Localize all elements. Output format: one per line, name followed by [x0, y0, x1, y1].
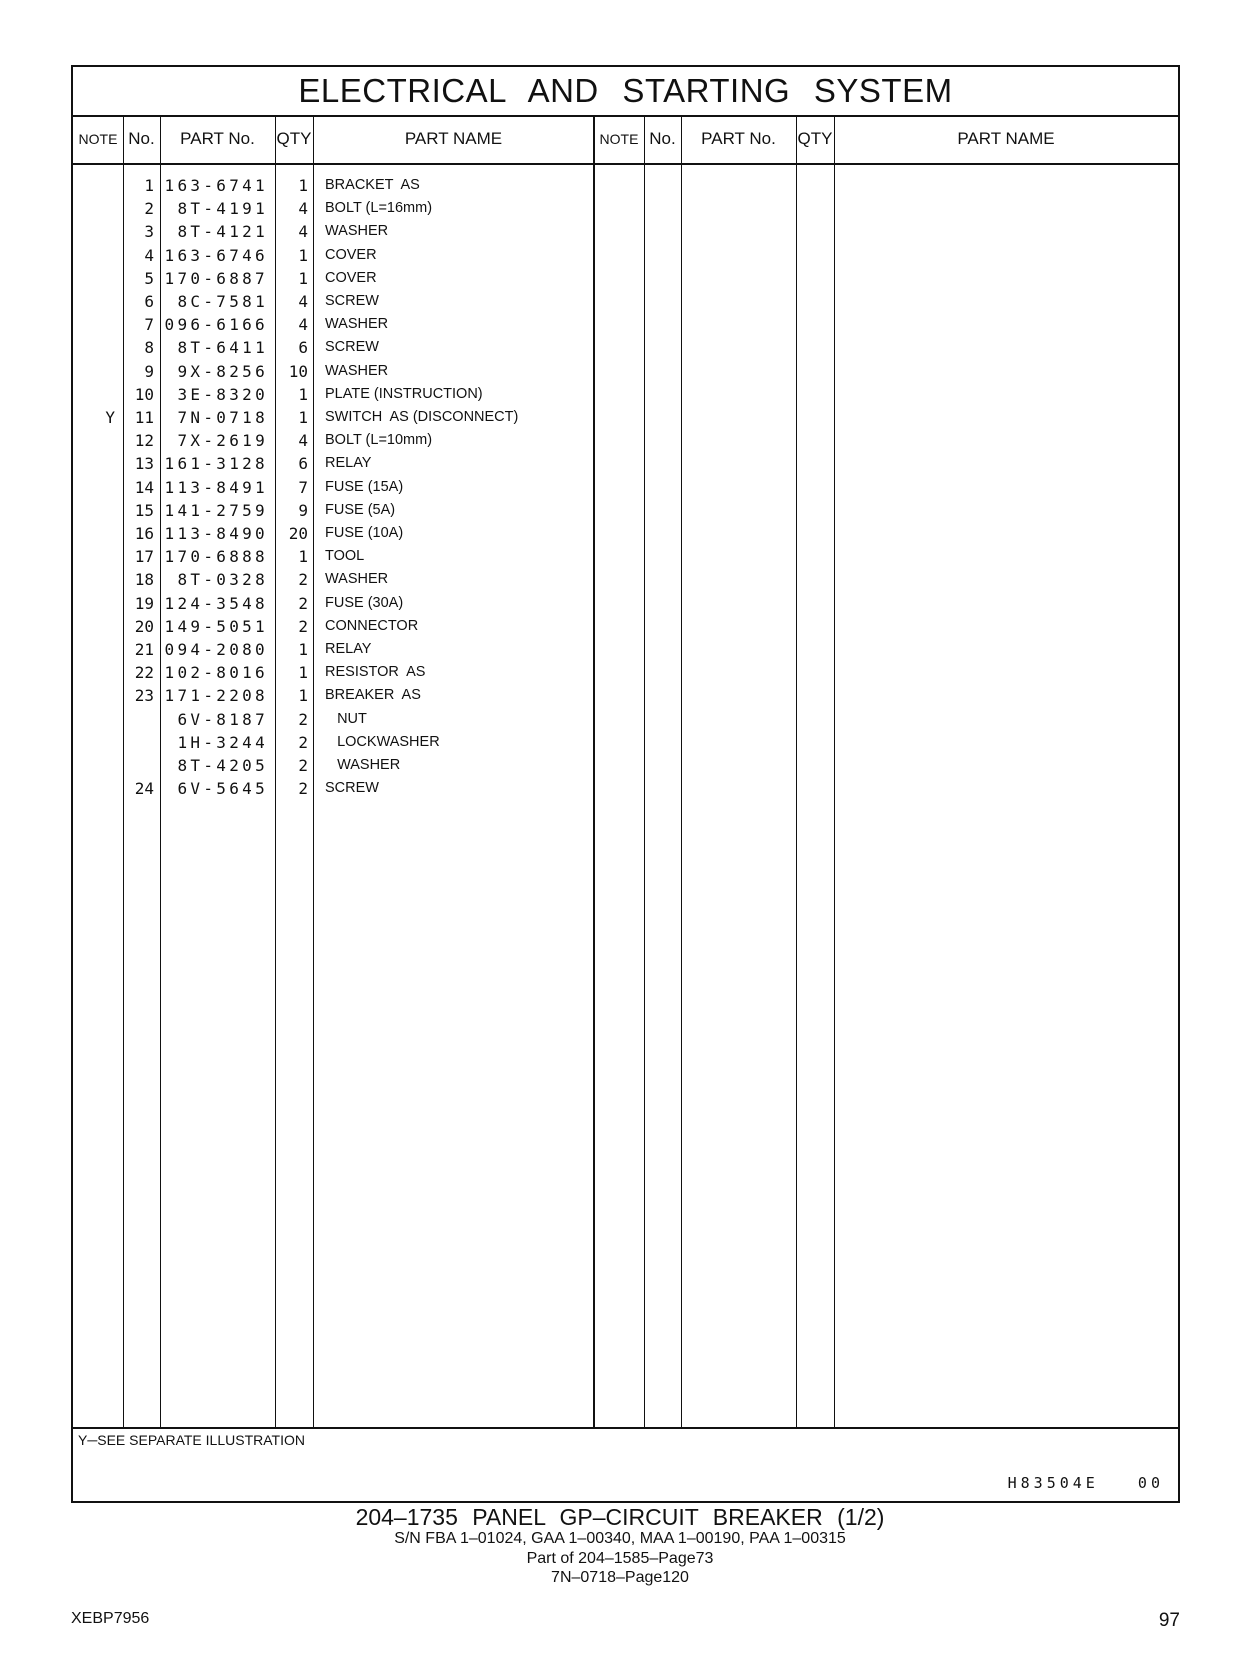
row-part-number: 170-6887	[164, 268, 268, 288]
row-quantity: 1	[298, 640, 308, 659]
row-number: 15	[134, 500, 154, 520]
row-part-name: BRACKET AS	[325, 177, 420, 193]
row-quantity: 6	[298, 454, 308, 474]
row-part-name: BOLT (L=16mm)	[325, 200, 433, 217]
column-divider	[313, 115, 314, 1427]
row-part-name: FUSE (30A)	[325, 594, 404, 611]
row-part-number: 096-6166	[164, 315, 268, 335]
row-quantity: 6	[298, 338, 308, 358]
column-divider	[681, 115, 682, 1427]
column-divider-center	[593, 115, 595, 1427]
row-number: 7	[144, 315, 154, 335]
row-quantity: 4	[298, 199, 308, 219]
footer-divider	[73, 1427, 1178, 1429]
row-number: 19	[134, 593, 154, 613]
row-quantity: 4	[298, 292, 308, 311]
row-part-number: 8T-0328	[177, 570, 268, 590]
row-part-name: SCREW	[325, 339, 379, 356]
row-part-name: COVER	[325, 246, 377, 263]
row-quantity: 7	[298, 477, 308, 497]
row-part-name: BOLT (L=10mm)	[325, 432, 433, 449]
row-number: 21	[134, 640, 154, 659]
caption-part-of: Part of 204–1585–Page73	[526, 1550, 714, 1567]
row-number: 5	[144, 268, 154, 288]
row-number: 24	[134, 779, 154, 799]
row-part-number: 6V-8187	[177, 709, 268, 729]
row-part-number: 7N-0718	[177, 408, 268, 427]
row-part-name: SCREW	[325, 293, 379, 309]
row-quantity: 2	[298, 709, 308, 729]
row-part-number: 7X-2619	[177, 431, 268, 451]
document-id: XEBP7956	[71, 1610, 150, 1627]
page-number: 97	[1158, 1610, 1180, 1631]
row-part-number: 6V-5645	[177, 779, 268, 799]
row-part-name: BREAKER AS	[325, 687, 421, 704]
row-part-name: WASHER	[325, 757, 401, 773]
row-quantity: 1	[298, 384, 308, 404]
illustration-code: H83504E 00	[1007, 1474, 1164, 1492]
row-part-number: 170-6888	[164, 547, 268, 567]
row-quantity: 2	[298, 756, 308, 775]
row-quantity: 4	[298, 431, 308, 451]
row-quantity: 2	[298, 732, 308, 752]
row-number: 20	[134, 616, 154, 636]
header-divider	[73, 163, 1178, 165]
row-part-name: WASHER	[325, 571, 389, 588]
row-quantity: 1	[298, 245, 308, 265]
caption-reference: 7N–0718–Page120	[551, 1569, 689, 1586]
header-note-right: NOTE	[599, 131, 639, 147]
row-part-number: 102-8016	[164, 663, 268, 683]
row-number: 8	[144, 338, 154, 358]
row-note: Y	[105, 408, 115, 427]
header-partname-left: PART NAME	[404, 129, 503, 148]
row-part-number: 113-8491	[164, 477, 268, 497]
caption-title: 204–1735 PANEL GP–CIRCUIT BREAKER (1/2)	[355, 1504, 885, 1530]
row-quantity: 20	[288, 524, 308, 543]
row-quantity: 2	[298, 593, 308, 613]
row-part-number: 113-8490	[164, 524, 268, 543]
row-quantity: 2	[298, 616, 308, 636]
row-part-number: 163-6741	[164, 176, 268, 195]
row-part-number: 3E-8320	[177, 384, 268, 404]
footnote: Y─SEE SEPARATE ILLUSTRATION	[78, 1432, 305, 1448]
row-part-number: 124-3548	[164, 593, 268, 613]
row-part-number: 094-2080	[164, 640, 268, 659]
page-title: ELECTRICAL AND STARTING SYSTEM	[73, 67, 1178, 117]
row-quantity: 4	[298, 315, 308, 335]
row-quantity: 1	[298, 408, 308, 427]
header-partno-left: PART No.	[180, 129, 255, 148]
parts-table-frame	[71, 65, 1180, 1503]
row-part-name: LOCKWASHER	[325, 733, 440, 750]
row-number: 4	[144, 245, 154, 265]
row-number: 14	[134, 477, 154, 497]
header-partno-right: PART No.	[701, 129, 776, 148]
row-part-number: 161-3128	[164, 454, 268, 474]
row-number: 17	[134, 547, 154, 567]
row-part-name: WASHER	[325, 223, 389, 240]
row-part-number: 141-2759	[164, 500, 268, 520]
row-part-name: FUSE (10A)	[325, 525, 404, 541]
row-part-name: RELAY	[325, 641, 372, 657]
row-quantity: 4	[298, 222, 308, 242]
row-number: 6	[144, 292, 154, 311]
row-quantity: 1	[298, 663, 308, 683]
row-part-number: 8C-7581	[177, 292, 268, 311]
row-part-name: NUT	[325, 710, 367, 727]
row-part-number: 8T-4191	[177, 199, 268, 219]
column-divider	[834, 115, 835, 1427]
row-part-name: PLATE (INSTRUCTION)	[325, 385, 483, 402]
row-quantity: 10	[288, 361, 308, 381]
row-part-name: RELAY	[325, 455, 372, 472]
row-number: 11	[134, 408, 154, 427]
row-part-number: 8T-4205	[177, 756, 268, 775]
row-part-name: SWITCH AS (DISCONNECT)	[325, 409, 519, 425]
row-part-name: TOOL	[325, 548, 365, 565]
row-part-number: 8T-4121	[177, 222, 268, 242]
row-part-name: FUSE (5A)	[325, 501, 396, 518]
row-part-name: WASHER	[325, 316, 389, 333]
row-part-name: RESISTOR AS	[325, 664, 426, 681]
row-quantity: 2	[298, 779, 308, 799]
row-number: 22	[134, 663, 154, 683]
row-number: 3	[144, 222, 154, 242]
row-number: 23	[134, 686, 154, 706]
row-part-name: COVER	[325, 269, 377, 286]
row-quantity: 2	[298, 570, 308, 590]
row-number: 13	[134, 454, 154, 474]
row-part-number: 163-6746	[164, 245, 268, 265]
header-no-left: No.	[128, 129, 155, 148]
row-part-number: 9X-8256	[177, 361, 268, 381]
column-divider	[644, 115, 645, 1427]
row-number: 16	[134, 524, 154, 543]
row-part-number: 171-2208	[164, 686, 268, 706]
row-part-name: WASHER	[325, 362, 389, 379]
row-quantity: 1	[298, 176, 308, 195]
row-number: 1	[144, 176, 154, 195]
header-partname-right: PART NAME	[957, 129, 1055, 148]
header-qty-left: QTY	[276, 129, 312, 148]
row-number: 9	[144, 361, 154, 381]
row-quantity: 1	[298, 547, 308, 567]
row-part-name: CONNECTOR	[325, 617, 419, 634]
row-number: 12	[134, 431, 154, 451]
header-note-left: NOTE	[78, 131, 118, 147]
column-divider	[796, 115, 797, 1427]
row-number: 18	[134, 570, 154, 590]
row-quantity: 1	[298, 268, 308, 288]
row-part-name: FUSE (15A)	[325, 478, 404, 495]
row-number: 2	[144, 199, 154, 219]
row-number: 10	[134, 384, 154, 404]
header-qty-right: QTY	[797, 129, 833, 148]
row-part-number: 8T-6411	[177, 338, 268, 358]
row-part-number: 1H-3244	[177, 732, 268, 752]
row-quantity: 1	[298, 686, 308, 706]
row-quantity: 9	[298, 500, 308, 520]
row-part-name: SCREW	[325, 780, 379, 797]
row-part-number: 149-5051	[164, 616, 268, 636]
caption-serials: S/N FBA 1–01024, GAA 1–00340, MAA 1–00190, PAA 1–00315	[394, 1530, 846, 1547]
header-no-right: No.	[649, 129, 676, 148]
